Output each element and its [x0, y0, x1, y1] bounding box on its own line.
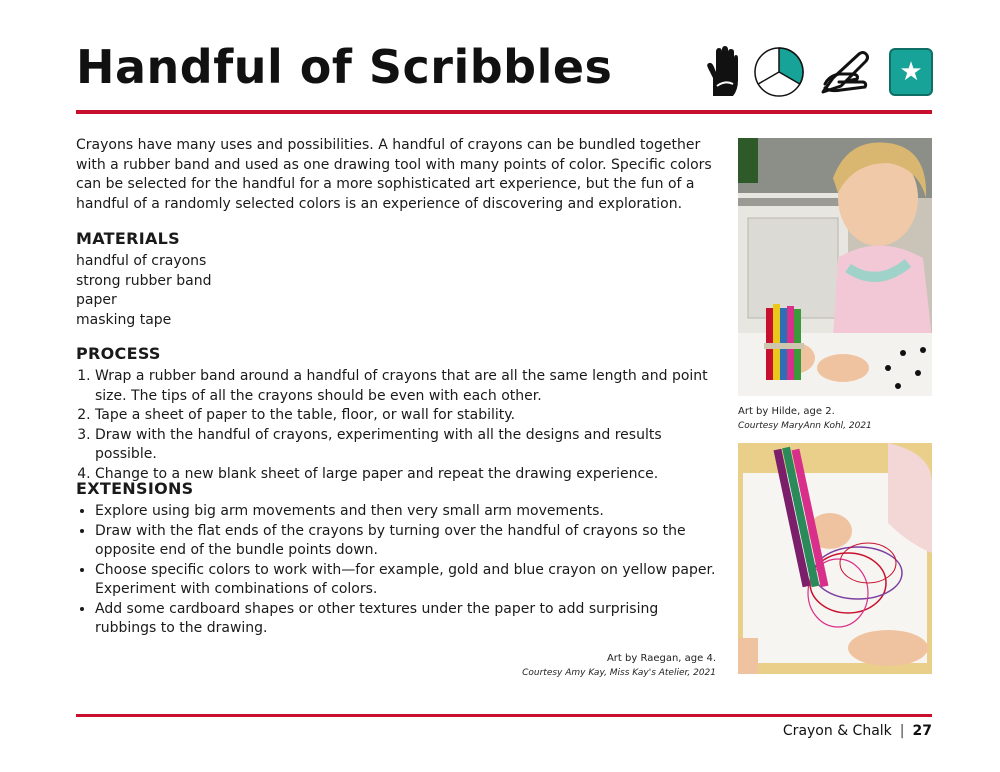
activity-icons	[705, 44, 933, 100]
list-item: strong rubber band	[76, 272, 212, 289]
page-footer	[783, 723, 932, 739]
extensions-list	[76, 502, 721, 639]
process-list	[76, 367, 721, 484]
hand-drawing-icon	[819, 48, 875, 96]
footer-separator: |	[899, 723, 905, 739]
caption-line: Art by Hilde, age 2.	[738, 406, 835, 417]
caption-credit: Courtesy Amy Kay, Miss Kay's Atelier, 2021	[522, 668, 716, 678]
footer-section: Crayon & Chalk	[782, 723, 892, 739]
materials-list	[76, 252, 720, 330]
pie-third-icon	[753, 46, 805, 98]
list-item: handful of crayons	[76, 253, 207, 269]
page-number: 27	[912, 723, 932, 739]
intro-paragraph: Crayons have many uses and possibilities. A handful of crayons can be bundled together with a rubber band and used as one drawing tool with many points of color. Specific colors can be selected for the handful for a more sophisticated art experience, but the fun of a handful of a randomly selected colors is an experience of discovering and exploration.	[76, 137, 712, 212]
photo2-caption	[440, 651, 716, 681]
caption-line: Art by Raegan, age 4.	[606, 653, 716, 664]
list-item: • Add some cardboard shapes or other textures under the paper to add surprising rubbings to the drawing.	[95, 600, 721, 639]
materials-heading: MATERIALS	[76, 229, 180, 248]
caption-credit: Courtesy MaryAnn Kohl, 2021	[738, 421, 872, 431]
extensions-heading: EXTENSIONS	[76, 479, 194, 498]
list-item: 1. Wrap a rubber band around a handful of crayons that are all the same length and point size. The tips of all the crayons should be even with each other.	[95, 367, 721, 406]
list-item: paper	[76, 292, 117, 308]
footer-divider	[76, 714, 932, 717]
list-item: • Explore using big arm movements and then very small arm movements.	[95, 502, 721, 522]
process-heading: PROCESS	[76, 344, 161, 363]
list-item: • Draw with the flat ends of the crayons by turning over the handful of crayons so the opposite end of the bundle points down.	[95, 522, 721, 561]
photo-child-with-crayon-bundle	[738, 138, 932, 396]
photo1-caption	[738, 404, 932, 434]
star-icon: ★	[889, 48, 933, 96]
list-item: 3. Draw with the handful of crayons, experimenting with all the designs and results possible.	[95, 426, 721, 465]
page-title: Handful of Scribbles	[76, 40, 613, 94]
list-item: 2. Tape a sheet of paper to the table, floor, or wall for stability.	[95, 406, 721, 426]
photo-crayon-scribble-drawing	[738, 443, 932, 674]
list-item: 4. Change to a new blank sheet of large paper and repeat the drawing experience.	[95, 465, 721, 485]
hand-icon	[705, 46, 739, 98]
list-item: masking tape	[76, 311, 172, 328]
list-item: • Choose specific colors to work with—for example, gold and blue crayon on yellow paper. Experiment with combinations of colors.	[95, 561, 721, 600]
header-divider	[76, 110, 932, 114]
